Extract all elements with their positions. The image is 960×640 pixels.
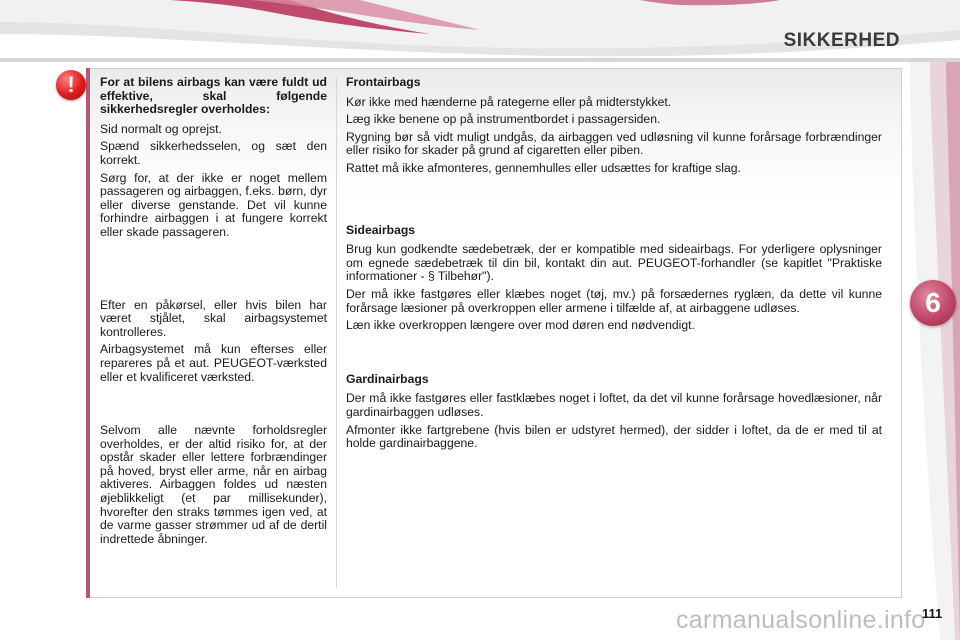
- frontairbags-paragraph: Rygning bør så vidt muligt undgås, da airbaggen ved udløsning vil kunne forårsage forbrændinger eller risiko for skader på grund af cigaretten eller piben.: [346, 129, 882, 158]
- left-paragraph: Efter en påkørsel, eller hvis bilen har været stjålet, skal airbagsystemet kontrolleres.: [100, 297, 327, 339]
- sideairbags-heading: Sideairbags: [346, 222, 416, 237]
- left-paragraph: Sid normalt og oprejst.: [100, 121, 222, 136]
- right-column: [346, 76, 882, 455]
- left-paragraph: Airbagsystemet må kun efterses eller repareres på et aut. PEUGEOT-værksted eller et kvalificeret værksted.: [100, 342, 327, 384]
- frontairbags-paragraph: Rattet må ikke afmonteres, gennemhulles eller udsættes for kraftige slag.: [346, 160, 741, 175]
- sideairbags-paragraph: Brug kun godkendte sædebetræk, der er kompatible med sideairbags. For yderligere oplysninger om egnede sædebetræk til din bil, kontakt din aut. PEUGEOT-forhandler (se kapitlet "Praktiske informationer - § Tilbehør").: [346, 242, 882, 284]
- frontairbags-paragraph: Kør ikke med hænderne på rategerne eller på midterstykket.: [346, 94, 672, 109]
- left-paragraph: Spænd sikkerhedsselen, og sæt den korrekt.: [100, 139, 327, 167]
- column-divider: [336, 78, 337, 588]
- side-decoration: [900, 62, 960, 640]
- sideairbags-paragraph: Læn ikke overkroppen længere over mod døren end nødvendigt.: [346, 318, 695, 333]
- left-heading: For at bilens airbags kan være fuldt ud effektive, skal følgende sikkerhedsregler overholdes:: [100, 75, 327, 117]
- watermark-text: carmanualsonline.info: [676, 606, 926, 634]
- page-number: 111: [922, 606, 943, 621]
- left-paragraph: Sørg for, at der ikke er noget mellem passageren og airbaggen, f.eks. børn, dyr eller diverse genstande. Det vil kunne forhindre airbaggen i at fungere korrekt eller skade passageren.: [100, 170, 327, 239]
- left-column: [100, 76, 327, 550]
- section-title: SIKKERHED: [783, 30, 900, 51]
- warning-exclamation-icon: !: [56, 70, 86, 100]
- gardinairbags-paragraph: Afmonter ikke fartgrebene (hvis bilen er udstyret hermed), der sidder i loftet, da de er med til at holde gardinairbaggene.: [346, 422, 882, 451]
- sideairbags-paragraph: Der må ikke fastgøres eller klæbes noget (tøj, mv.) på forsædernes ryglæn, da dette vil kunne forårsage læsioner på overkroppen eller armene i tilfælde af, at airbaggene udløses.: [346, 286, 882, 315]
- chapter-number-tab[interactable]: 6: [910, 280, 956, 326]
- left-paragraph: Selvom alle nævnte forholdsregler overholdes, er der altid risiko for, at der opstår skader eller lettere forbrændinger på hoved, bryst eller arme, når en airbag aktiveres. Airbaggen foldes ud næsten øjeblikkeligt (et par millisekunder), hvorefter den straks tømmes igen ved, at de varme gasser strømmer ud af de dertil indrettede åbninger.: [100, 423, 327, 546]
- gardinairbags-paragraph: Der må ikke fastgøres eller fastklæbes noget i loftet, da det vil kunne forårsage hovedlæsioner, når gardinairbaggen udløses.: [346, 391, 882, 419]
- gardinairbags-heading: Gardinairbags: [346, 371, 429, 386]
- frontairbags-paragraph: Læg ikke benene op på instrumentbordet i passagersiden.: [346, 112, 661, 127]
- panel-accent-rule: [86, 68, 90, 598]
- frontairbags-heading: Frontairbags: [346, 75, 421, 89]
